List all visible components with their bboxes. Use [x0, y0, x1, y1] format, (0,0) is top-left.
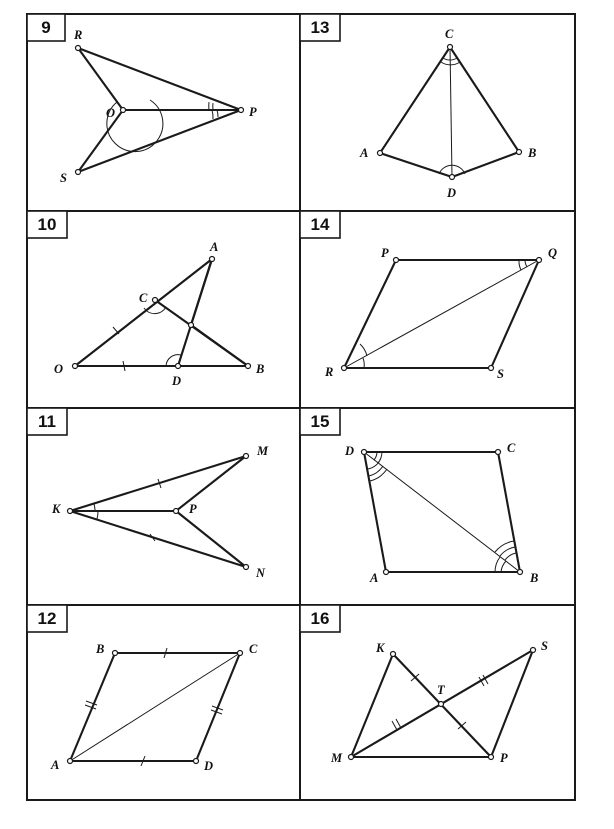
vertex-label-C: C	[249, 642, 258, 656]
vertex-label-R: R	[325, 365, 334, 379]
vertex-label-P: P	[500, 751, 508, 765]
panel-14	[300, 211, 557, 381]
vertex-label-D: D	[204, 759, 214, 773]
vertex-label-D: D	[345, 444, 355, 458]
panel-number: 14	[310, 215, 330, 234]
vertex-label-P: P	[249, 105, 257, 119]
vertex-label-D: D	[447, 186, 457, 200]
vertex-label-A: A	[360, 146, 369, 160]
panel-number: 15	[310, 412, 330, 431]
vertex-label-O: O	[54, 362, 64, 376]
panel-12	[27, 605, 258, 773]
vertex-label-Q: Q	[548, 246, 558, 260]
vertex-label-M: M	[331, 751, 343, 765]
panel-10	[27, 211, 264, 388]
vertex-label-B: B	[530, 571, 539, 585]
vertex-label-A: A	[51, 758, 60, 772]
vertex-label-P: P	[381, 246, 389, 260]
vertex-label-S: S	[60, 171, 67, 185]
vertex-label-C: C	[507, 441, 516, 455]
panel-number: 12	[37, 609, 57, 628]
panel-11	[27, 408, 269, 580]
vertex-label-B: B	[256, 362, 265, 376]
panel-16	[300, 605, 548, 765]
panel-number: 10	[37, 215, 57, 234]
vertex-label-K: K	[52, 502, 61, 516]
vertex-label-C: C	[445, 27, 454, 41]
vertex-label-R: R	[74, 28, 83, 42]
panel-9	[27, 14, 257, 185]
panel-number: 11	[38, 412, 56, 431]
vertex-label-K: K	[376, 641, 385, 655]
vertex-label-M: M	[257, 444, 269, 458]
vertex-label-A: A	[210, 240, 219, 254]
panel-number: 16	[310, 609, 330, 628]
vertex-label-N: N	[256, 566, 266, 580]
panel-15	[300, 408, 538, 585]
vertex-label-D: D	[172, 374, 182, 388]
vertex-label-P: P	[189, 502, 197, 516]
panel-number: 13	[310, 18, 330, 37]
vertex-label-C: C	[139, 291, 148, 305]
vertex-label-S: S	[497, 367, 504, 381]
vertex-label-O: O	[106, 106, 116, 120]
vertex-label-B: B	[96, 642, 105, 656]
panel-13	[300, 14, 536, 200]
grid-frame	[27, 14, 575, 800]
vertex-label-B: B	[528, 146, 537, 160]
vertex-label-T: T	[437, 683, 445, 697]
panel-number: 9	[41, 18, 51, 37]
vertex-label-S: S	[541, 639, 548, 653]
vertex-label-A: A	[370, 571, 379, 585]
